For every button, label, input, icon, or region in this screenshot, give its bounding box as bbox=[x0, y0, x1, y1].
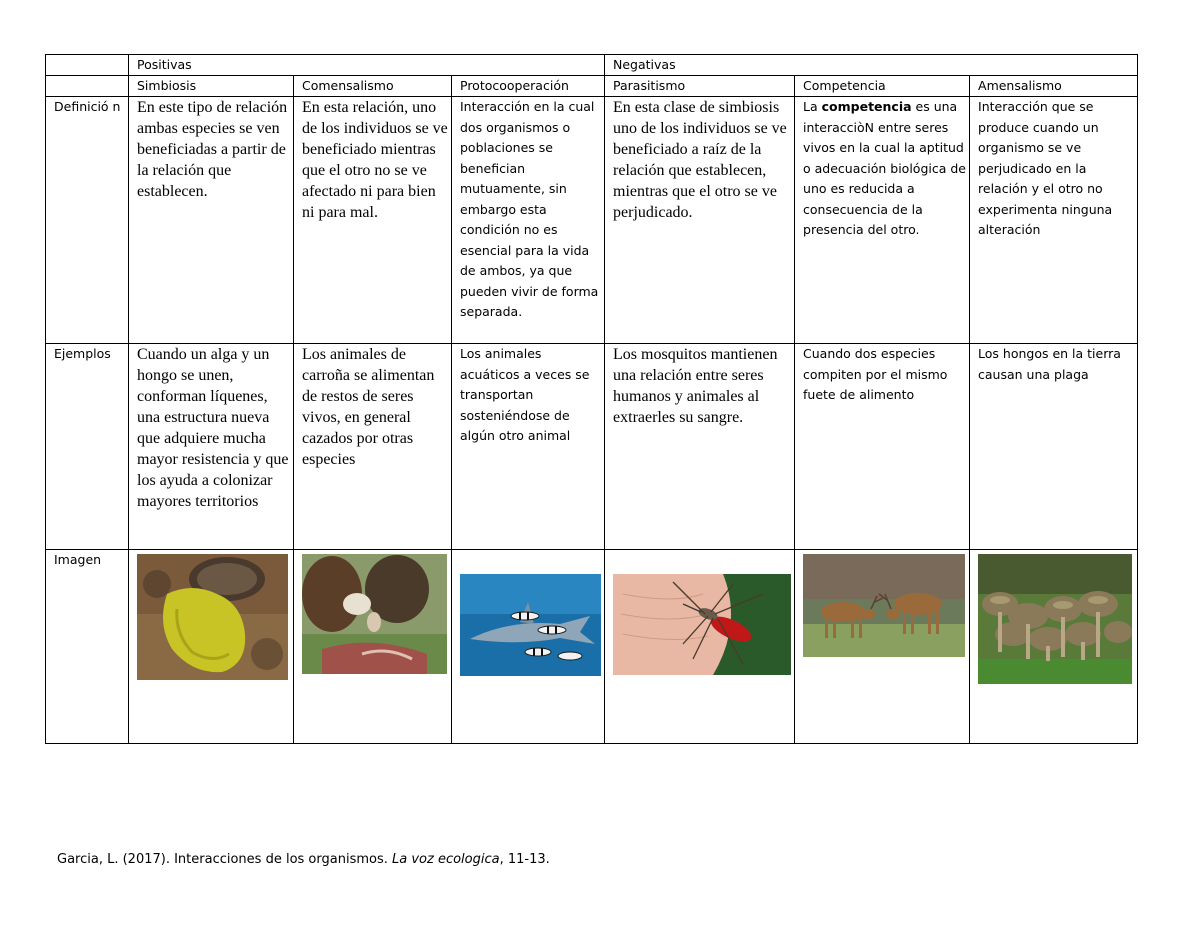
corner-cell bbox=[46, 55, 129, 76]
ej-simbiosis: Cuando un alga y un hongo se unen, conforman líquenes, una estructura nueva que adquiere mucha mayor resistencia y que los ayuda a colonizar mayores territorios bbox=[129, 344, 294, 550]
def-amensalismo: Interacción que se produce cuando un organismo se ve perjudicado en la relación y el otro no experimenta ninguna alteración bbox=[970, 97, 1138, 344]
mosquito-image bbox=[613, 574, 791, 675]
col-header-simbiosis: Simbiosis bbox=[129, 76, 294, 97]
vultures-image bbox=[302, 554, 447, 674]
def-simbiosis: En este tipo de relación ambas especies se ven beneficiadas a partir de la relación que establecen. bbox=[129, 97, 294, 344]
def-competencia-pre: La bbox=[803, 99, 822, 114]
def-competencia bbox=[795, 97, 970, 344]
col-header-amensalismo: Amensalismo bbox=[970, 76, 1138, 97]
ecological-interactions-table bbox=[45, 54, 1138, 744]
group-negative-header: Negativas bbox=[605, 55, 1138, 76]
ej-competencia: Cuando dos especies compiten por el mismo fuete de alimento bbox=[795, 344, 970, 550]
img-cell-simbiosis bbox=[129, 550, 294, 744]
corner-cell-2 bbox=[46, 76, 129, 97]
col-header-parasitismo: Parasitismo bbox=[605, 76, 795, 97]
citation bbox=[57, 852, 550, 867]
ej-protocooperacion: Los animales acuáticos a veces se transportan sosteniéndose de algún otro animal bbox=[452, 344, 605, 550]
group-positive-header: Positivas bbox=[129, 55, 605, 76]
col-header-comensalismo: Comensalismo bbox=[294, 76, 452, 97]
row-label-ejemplos: Ejemplos bbox=[46, 344, 129, 550]
img-cell-comensalismo bbox=[294, 550, 452, 744]
def-comensalismo: En esta relación, uno de los individuos se ve beneficiado mientras que el otro no se ve afectado ni para bien ni para mal. bbox=[294, 97, 452, 344]
row-label-definicion: Definició n bbox=[46, 97, 129, 344]
img-cell-parasitismo bbox=[605, 550, 795, 744]
ej-comensalismo: Los animales de carroña se alimentan de restos de seres vivos, en general cazados por otras especies bbox=[294, 344, 452, 550]
shark-pilotfish-image bbox=[460, 574, 601, 676]
ej-amensalismo: Los hongos en la tierra causan una plaga bbox=[970, 344, 1138, 550]
citation-journal: La voz ecologica bbox=[392, 852, 500, 867]
def-competencia-bold: competencia bbox=[821, 99, 912, 114]
mushrooms-image bbox=[978, 554, 1132, 684]
img-cell-protocooperacion bbox=[452, 550, 605, 744]
ej-parasitismo: Los mosquitos mantienen una relación entre seres humanos y animales al extraerles su sangre. bbox=[605, 344, 795, 550]
def-competencia-post: es una interacciòN entre seres vivos en la cual la aptitud o adecuación biológica de uno es reducida a consecuencia de la presencia del otro. bbox=[803, 99, 966, 237]
col-header-protocooperacion: Protocooperación bbox=[452, 76, 605, 97]
def-parasitismo: En esta clase de simbiosis uno de los individuos se ve beneficiado a raíz de la relación que establecen, mientras que el otro se ve perjudicado. bbox=[605, 97, 795, 344]
img-cell-competencia bbox=[795, 550, 970, 744]
img-cell-amensalismo bbox=[970, 550, 1138, 744]
col-header-competencia: Competencia bbox=[795, 76, 970, 97]
citation-text: Garcia, L. (2017). Interacciones de los organismos. bbox=[57, 852, 392, 867]
lichen-image bbox=[137, 554, 288, 680]
deer-image bbox=[803, 554, 965, 657]
citation-pages: , 11-13. bbox=[499, 852, 550, 867]
def-protocooperacion: Interacción en la cual dos organismos o poblaciones se benefician mutuamente, sin embargo esta condición no es esencial para la vida de ambos, ya que pueden vivir de forma separada. bbox=[452, 97, 605, 344]
row-label-imagen: Imagen bbox=[46, 550, 129, 744]
